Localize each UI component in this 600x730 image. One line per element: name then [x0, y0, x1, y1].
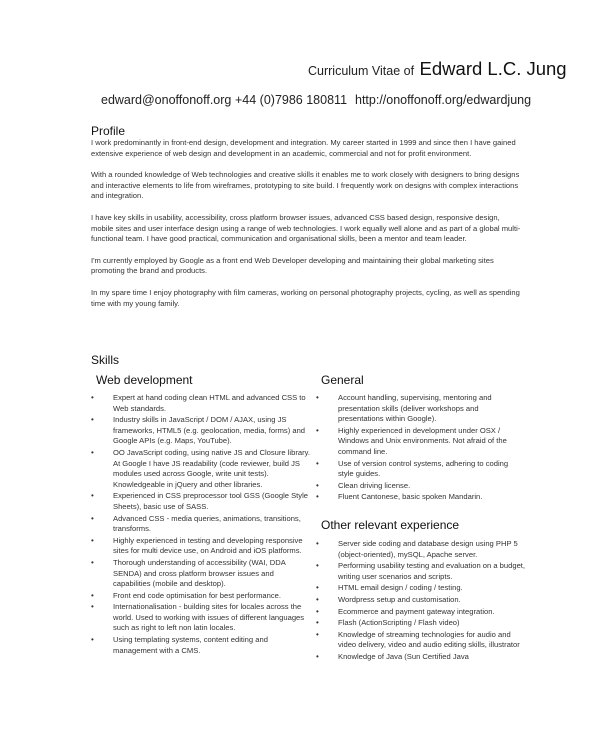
general-heading: General [321, 373, 364, 387]
profile-paragraph: In my spare time I enjoy photography with film cameras, working on personal photography projects, cycling, as well as spending time with my young family. [91, 287, 520, 308]
list-item: • Fluent Cantonese, basic spoken Mandarin. [313, 492, 525, 503]
list-item: • Industry skills in JavaScript / DOM / AJAX, using JS frameworks, HTML5 (e.g. geolocation, media, forms) and Google APIs (e.g. Maps, YouTube). [88, 415, 310, 447]
profile-paragraph: I work predominantly in front-end design, development and integration. My career started in 1999 and since then I have gained extensive experience of web design and development in an academic, commercial and not for profit environment. [91, 138, 516, 158]
list-item: • Knowledge of streaming technologies for audio and video delivery, video and audio editing skills, illustrator [313, 630, 525, 651]
profile-paragraph: I have key skills in usability, accessibility, cross platform browser issues, advanced CSS based design, responsive design, mobile sites and user interface design using a range of web technologies. I work equally well alone and as part of a global multi-functional team. I have good practical, communication and organisational skills, been a mentor and team leader. [91, 212, 521, 244]
list-item: • Wordpress setup and customisation. [313, 595, 525, 606]
list-item: • Advanced CSS - media queries, animations, transitions, transforms. [88, 514, 310, 535]
list-item: • Thorough understanding of accessibility (WAI, DDA SENDA) and cross platform browser issues and capabilities (mobile and desktop). [88, 558, 310, 590]
list-item: • Clean driving license. [313, 481, 525, 492]
list-item: • Use of version control systems, adhering to coding style guides. [313, 459, 525, 480]
web-development-list [88, 393, 310, 657]
profile-paragraph: I'm currently employed by Google as a front end Web Developer developing and maintaining their global marketing sites promoting the brand and products. [91, 255, 494, 276]
phone-number: +44 (0)7986 180811 [235, 93, 348, 107]
list-item: • Ecommerce and payment gateway integration. [313, 607, 525, 618]
list-item: • Highly experienced in testing and developing responsive sites for multi device use, on Android and iOS platforms. [88, 536, 310, 557]
list-item: • Internationalisation - building sites for locales across the world. Used to working with issues of different languages such as right to left non latin locales. [88, 602, 310, 634]
email-link[interactable]: edward@onoffonoff.org [101, 93, 232, 107]
list-item: • Performing usability testing and evaluation on a budget, writing user scenarios and scripts. [313, 561, 525, 582]
profile-heading: Profile [91, 124, 126, 138]
list-item: • Account handling, supervising, mentoring and presentation skills (deliver workshops and presentations within Google). [313, 393, 525, 425]
document-title [308, 58, 567, 80]
list-item: • Expert at hand coding clean HTML and advanced CSS to Web standards. [88, 393, 310, 414]
web-development-heading: Web development [96, 373, 193, 387]
website-link[interactable]: http://onoffonoff.org/edwardjung [355, 93, 532, 107]
list-item: • Server side coding and database design using PHP 5 (object-oriented), mySQL, Apache server. [313, 539, 525, 560]
list-item: • HTML email design / coding / testing. [313, 583, 525, 594]
other-experience-list [313, 539, 525, 664]
list-item: • Highly experienced in development under OSX / Windows and Unix environments. Not afraid of the command line. [313, 426, 525, 458]
title-prefix: Curriculum Vitae of [308, 64, 415, 78]
list-item: • Flash (ActionScripting / Flash video) [313, 618, 525, 629]
list-item: • Knowledge of Java (Sun Certified Java [313, 652, 525, 663]
general-list [313, 393, 525, 504]
profile-body [91, 138, 521, 320]
profile-paragraph: With a rounded knowledge of Web technologies and creative skills it enables me to work closely with designers to bring designs and interactive elements to life from wireframes, prototyping to site build. I frequently work on designs with complex interactions and integration. [91, 170, 520, 201]
list-item: • OO JavaScript coding, using native JS and Closure library. At Google I have JS readability (code reviewer, build JS modules used across Google, write unit tests). Knowledgeable in jQuery and other libraries. [88, 448, 310, 490]
other-experience-heading: Other relevant experience [321, 518, 460, 532]
skills-heading: Skills [91, 353, 120, 367]
list-item: • Front end code optimisation for best performance. [88, 591, 310, 602]
list-item: • Using templating systems, content editing and management with a CMS. [88, 635, 310, 656]
list-item: • Experienced in CSS preprocessor tool GSS (Google Style Sheets), basic use of SASS. [88, 491, 310, 512]
person-name: Edward L.C. Jung [419, 58, 567, 79]
